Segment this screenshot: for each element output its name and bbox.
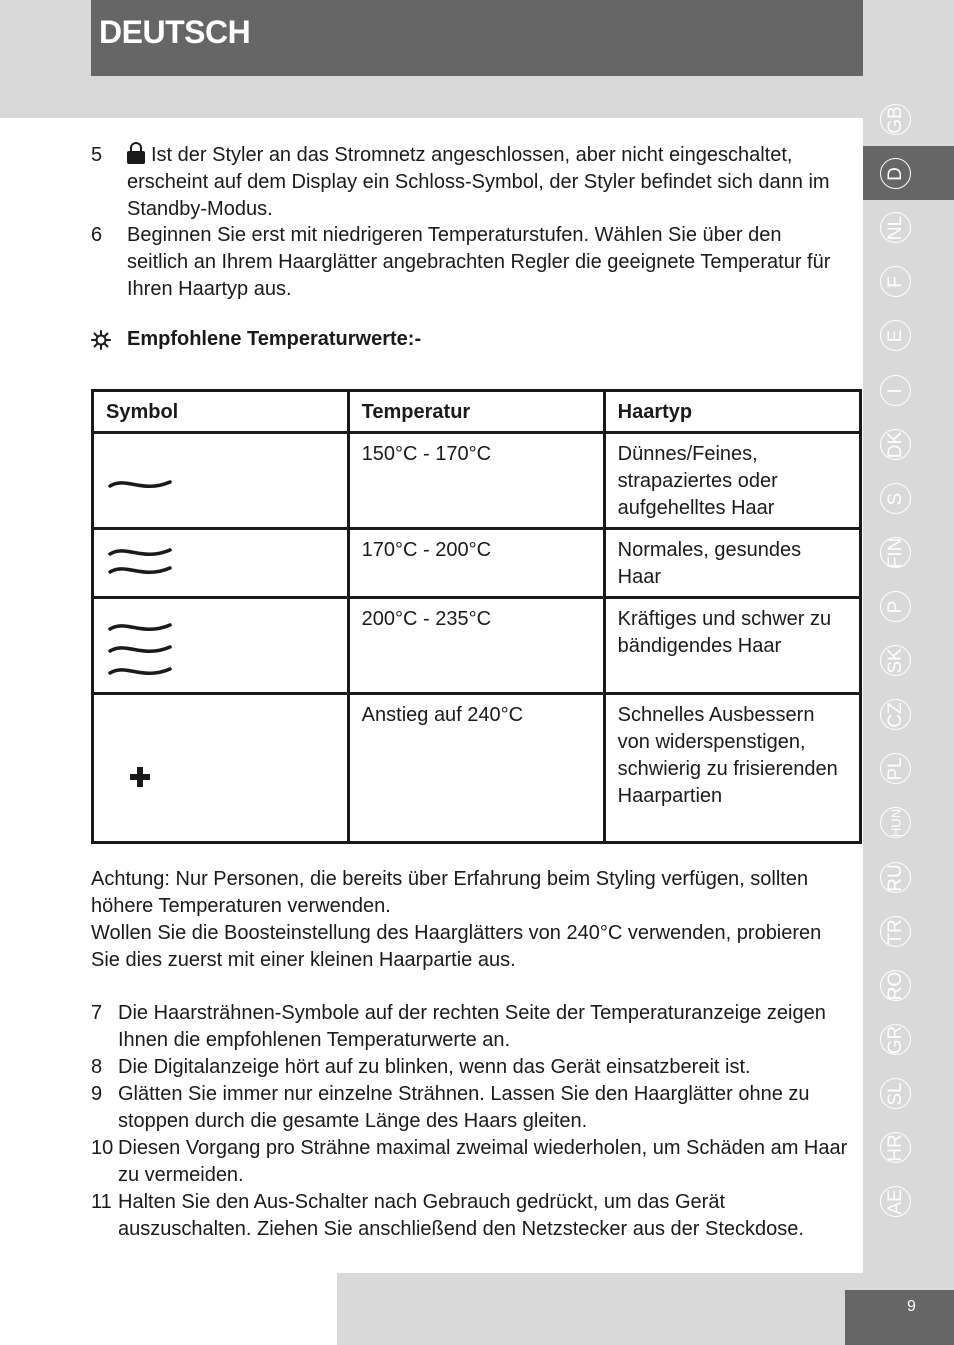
caution-paragraph: Wollen Sie die Boosteinstellung des Haarglätters von 240°C verwenden, probieren Sie dies zuerst mit einer kleinen Haarpartie aus. — [91, 922, 822, 971]
wave-3-icon — [108, 617, 172, 681]
lang-tab-ae[interactable]: AE — [880, 1186, 911, 1217]
step-7: 7 Die Haarsträhnen-Symbole auf der rechten Seite der Temperaturanzeige zeigen Ihnen die empfohlenen Temperaturwerte an. — [91, 1000, 853, 1054]
lang-tab-ro[interactable]: RO — [880, 970, 911, 1001]
plus-icon — [128, 765, 152, 789]
wave-2-icon — [108, 542, 172, 582]
step-9: 9 Glätten Sie immer nur einzelne Strähnen. Lassen Sie den Haarglätter ohne zu stoppen durch die gesamte Länge des Haars gleiten. — [91, 1081, 853, 1135]
symbol-cell — [93, 694, 349, 843]
lang-tab-cz[interactable]: CZ — [880, 699, 911, 730]
symbol-cell — [93, 598, 349, 694]
tip-heading: Empfohlene Temperaturwerte:- — [127, 328, 422, 350]
hairtype-cell: Normales, gesundes Haar — [604, 529, 860, 598]
page-number-tab — [845, 1290, 954, 1345]
lang-tab-gr[interactable]: GR — [880, 1024, 911, 1055]
lock-icon — [127, 142, 145, 164]
step-text: Halten Sie den Aus-Schalter nach Gebrauch gedrückt, um das Gerät auszuschalten. Ziehen Sie anschließend den Netzstecker aus der Steckdose. — [118, 1191, 804, 1240]
temperature-table — [91, 389, 862, 844]
lang-tab-s[interactable]: S — [880, 483, 911, 514]
lang-tab-fin[interactable]: FIN — [880, 537, 911, 568]
lang-tab-sk[interactable]: SK — [880, 645, 911, 676]
temperature-cell: 150°C - 170°C — [348, 433, 604, 529]
header-symbol: Symbol — [93, 391, 349, 433]
lang-tab-p[interactable]: P — [880, 591, 911, 622]
caution-paragraph: Achtung: Nur Personen, die bereits über Erfahrung beim Styling verfügen, sollten höhere Temperaturen verwenden. — [91, 868, 809, 917]
step-text: Die Haarsträhnen-Symbole auf der rechten Seite der Temperaturanzeige zeigen Ihnen die empfohlenen Temperaturwerte an. — [118, 1002, 826, 1051]
wave-1-icon — [108, 472, 172, 492]
temperature-cell: Anstieg auf 240°C — [348, 694, 604, 843]
hairtype-cell: Kräftiges und schwer zu bändigendes Haar — [604, 598, 860, 694]
lang-tab-d[interactable]: D — [880, 158, 911, 189]
lang-tab-f[interactable]: F — [880, 266, 911, 297]
step-text: Ist der Styler an das Stromnetz angeschlossen, aber nicht eingeschaltet, erscheint auf dem Display ein Schloss-Symbol, der Styler befindet sich dann im Standby-Modus. — [127, 144, 830, 220]
footer-panel — [0, 1273, 337, 1345]
lang-tab-e[interactable]: E — [880, 320, 911, 351]
lang-tab-nl[interactable]: NL — [880, 212, 911, 243]
symbol-cell — [93, 433, 349, 529]
table-header-row — [93, 391, 861, 433]
step-10: 10 Diesen Vorgang pro Strähne maximal zweimal wiederholen, um Schäden am Haar zu vermeiden. — [91, 1135, 853, 1189]
lang-tab-dk[interactable]: DK — [880, 429, 911, 460]
step-text: Die Digitalanzeige hört auf zu blinken, wenn das Gerät einsatzbereit ist. — [118, 1056, 751, 1078]
step-text: Glätten Sie immer nur einzelne Strähnen. Lassen Sie den Haarglätter ohne zu stoppen durch die gesamte Länge des Haars gleiten. — [118, 1083, 810, 1132]
hairtype-cell: Dünnes/Feines, strapaziertes oder aufgehelltes Haar — [604, 433, 860, 529]
header-temperature: Temperatur — [348, 391, 604, 433]
lang-tab-hr[interactable]: HR — [880, 1132, 911, 1163]
lang-tab-gb[interactable]: GB — [880, 104, 911, 135]
lang-tab-hun[interactable]: HUN — [880, 807, 911, 838]
page-number: 9 — [907, 1298, 916, 1315]
step-text: Diesen Vorgang pro Strähne maximal zweimal wiederholen, um Schäden am Haar zu vermeiden. — [118, 1137, 848, 1186]
steps-bottom — [91, 1000, 853, 1243]
lang-tab-i[interactable]: I — [880, 375, 911, 406]
table-row — [93, 529, 861, 598]
table-row — [93, 433, 861, 529]
step-8: 8 Die Digitalanzeige hört auf zu blinken, wenn das Gerät einsatzbereit ist. — [91, 1054, 853, 1081]
lang-tab-tr[interactable]: TR — [880, 916, 911, 947]
table-row — [93, 694, 861, 843]
lang-tab-ru[interactable]: RU — [880, 862, 911, 893]
header-hairtype: Haartyp — [604, 391, 860, 433]
temperature-cell: 170°C - 200°C — [348, 529, 604, 598]
caution-block — [91, 866, 831, 974]
step-text: Beginnen Sie erst mit niedrigeren Temperaturstufen. Wählen Sie über den seitlich an Ihrem Haarglätter angebrachten Regler die geeignete Temperatur für Ihren Haartyp aus. — [127, 224, 831, 300]
step-number: 6 — [91, 224, 103, 246]
temperature-cell: 200°C - 235°C — [348, 598, 604, 694]
table-row — [93, 598, 861, 694]
page-title: DEUTSCH — [99, 14, 251, 50]
hairtype-cell: Schnelles Ausbessern von widerspenstigen, schwierig zu frisierenden Haarpartien — [604, 694, 860, 843]
lang-tab-sl[interactable]: SL — [880, 1078, 911, 1109]
sun-icon — [91, 330, 111, 350]
step-11: 11 Halten Sie den Aus-Schalter nach Gebrauch gedrückt, um das Gerät auszuschalten. Ziehen Sie anschließend den Netzstecker aus der Steckdose. — [91, 1189, 853, 1243]
header-bar — [91, 0, 863, 76]
symbol-cell — [93, 529, 349, 598]
step-number: 5 — [91, 144, 103, 166]
lang-tab-pl[interactable]: PL — [880, 753, 911, 784]
